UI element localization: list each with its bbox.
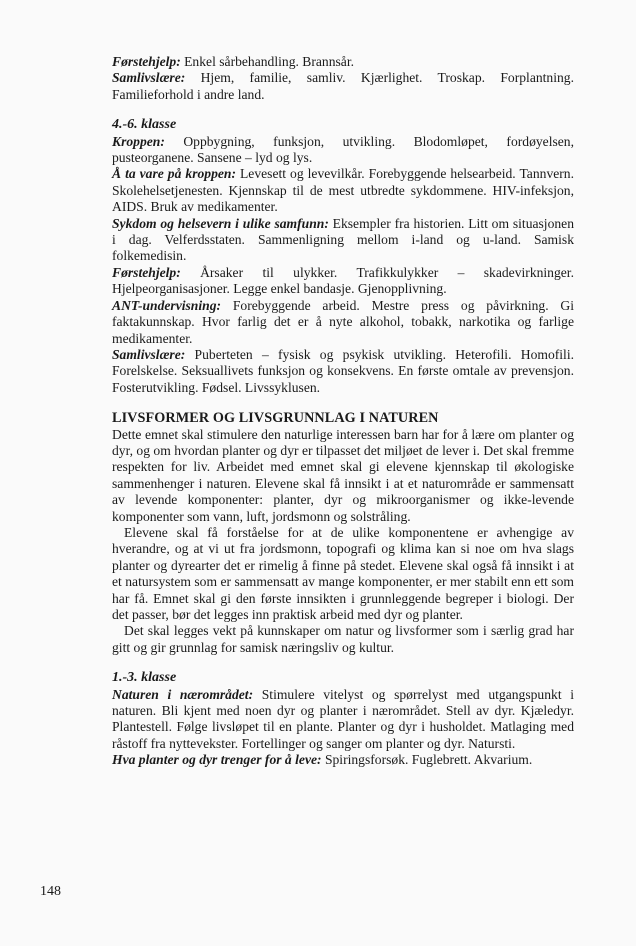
section-paragraph-1: Dette emnet skal stimulere den naturlige interessen barn har for å lære om planter og dyr, og om hvordan planter og dyr er tilpasset det miljøet de lever i. Det skal fremme respekten for liv. Arbeidet med emnet skal gi elevene kjennskap til økologiske sammenhenger i naturen. Elevene skal få innsikt i at et naturområde er sammensatt av levende komponenter: planter, dyr og mikroorganismer og ikke-levende komponenter som vann, luft, jordsmonn og solstråling.: [112, 426, 574, 524]
paragraph-lead: Sykdom og helsevern i ulike samfunn:: [112, 215, 329, 231]
spacer: [112, 656, 574, 670]
paragraph-forstehjelp: [112, 54, 574, 70]
paragraph-ant-undervisning: [112, 298, 574, 347]
paragraph-text: Årsaker til ulykker. Trafikkulykker – skadevirkninger. Hjelpeorganisasjoner. Legge enkel bandasje. Gjenopplivning.: [112, 264, 574, 297]
paragraph-text: Oppbygning, funksjon, utvikling. Blodomløpet, fordøyelsen, pusteorganene. Sansene – lyd og lys.: [112, 133, 574, 166]
section-paragraph-3: Det skal legges vekt på kunnskaper om natur og livsformer som i særlig grad har gitt og gir grunnlag for samisk næringsliv og kultur.: [112, 623, 574, 655]
section-heading: LIVSFORMER OG LIVSGRUNNLAG I NATUREN: [112, 410, 439, 427]
paragraph-lead: Kroppen:: [112, 133, 165, 149]
paragraph-text: Forebyggende arbeid. Mestre press og påvirkning. Gi faktakunnskap. Hvor farlig det er å nyte alkohol, tobakk, narkotika og farlige medikamenter.: [112, 297, 574, 346]
paragraph-lead: Samlivslære:: [112, 70, 186, 86]
paragraph-lead: Naturen i nærområdet:: [112, 686, 254, 702]
paragraph-sykdom-helsevern: [112, 216, 574, 265]
paragraph-text: Enkel sårbehandling. Brannsår.: [180, 54, 355, 69]
paragraph-lead: Hva planter og dyr trenger for å leve:: [112, 752, 322, 768]
spacer: [112, 103, 574, 117]
paragraph-ta-vare-pa-kroppen: [112, 166, 574, 215]
paragraph-naturen-naeromradet: [112, 687, 574, 753]
paragraph-forstehjelp-2: [112, 265, 574, 298]
paragraph-lead: Å ta vare på kroppen:: [112, 166, 236, 182]
page-number: 148: [40, 884, 61, 899]
paragraph-lead: Førstehjelp:: [112, 264, 181, 280]
paragraph-text: Puberteten – fysisk og psykisk utvikling. Heterofili. Homofili. Forelskelse. Seksuallivets funksjon og konsekvens. En første omtale av prevensjon. Fosterutvikling. Fødsel. Livssyklusen.: [112, 346, 574, 395]
grade-heading-1-3: 1.-3. klasse: [112, 670, 177, 686]
paragraph-text: Spiringsforsøk. Fuglebrett. Akvarium.: [321, 752, 533, 768]
paragraph-lead: Førstehjelp:: [112, 54, 181, 69]
section-paragraph-2: Elevene skal få forståelse for at de ulike komponentene er avhengige av hverandre, og at vi ut fra jordsmonn, topografi og klima kan si noe om hva slags planter og dyrearter det er rimelig å finne på stedet. Elevene skal også få innsikt i at et natursystem som er sammensatt av mange komponenter, er mer stabilt enn ett som har få. Emnet skal gi den første innsikten i grunnleggende begreper i biologi. Der det passer, bør det legges inn praktisk arbeid med dyr og planter.: [112, 524, 574, 622]
paragraph-samlivslaere: [112, 70, 574, 103]
grade-heading-4-6: 4.-6. klasse: [112, 117, 177, 133]
spacer: [112, 396, 574, 410]
paragraph-kroppen: [112, 134, 574, 167]
paragraph-text: Levesett og levevilkår. Forebyggende helsearbeid. Tannvern. Skolehelsetjenesten. Kjennskap til de mest utbredte sykdommene. HIV-infeksjon, AIDS. Bruk av medikamenter.: [112, 166, 574, 215]
paragraph-hva-planter-dyr: [112, 752, 574, 768]
paragraph-lead: ANT-undervisning:: [112, 297, 222, 313]
paragraph-samlivslaere-2: [112, 347, 574, 396]
paragraph-text: Stimulere vitelyst og spørrelyst med utgangspunkt i naturen. Bli kjent med noen dyr og planter i nærområdet. Stell av dyr. Kjæledyr. Plantestell. Følge livsløpet til en plante. Planter og dyr i husholdet. Matlaging med råstoff fra nyttevekster. Fortellinger og sanger om planter og dyr. Natursti.: [112, 686, 574, 751]
paragraph-text: Eksempler fra historien. Litt om situasjonen i dag. Velferdsstaten. Sammenligning mellom i-land og u-land. Samisk folkemedisin.: [112, 215, 575, 264]
page-content: [112, 54, 574, 769]
paragraph-text: Hjem, familie, samliv. Kjærlighet. Troskap. Forplantning. Familieforhold i andre land.: [112, 70, 574, 102]
paragraph-lead: Samlivslære:: [112, 346, 186, 362]
